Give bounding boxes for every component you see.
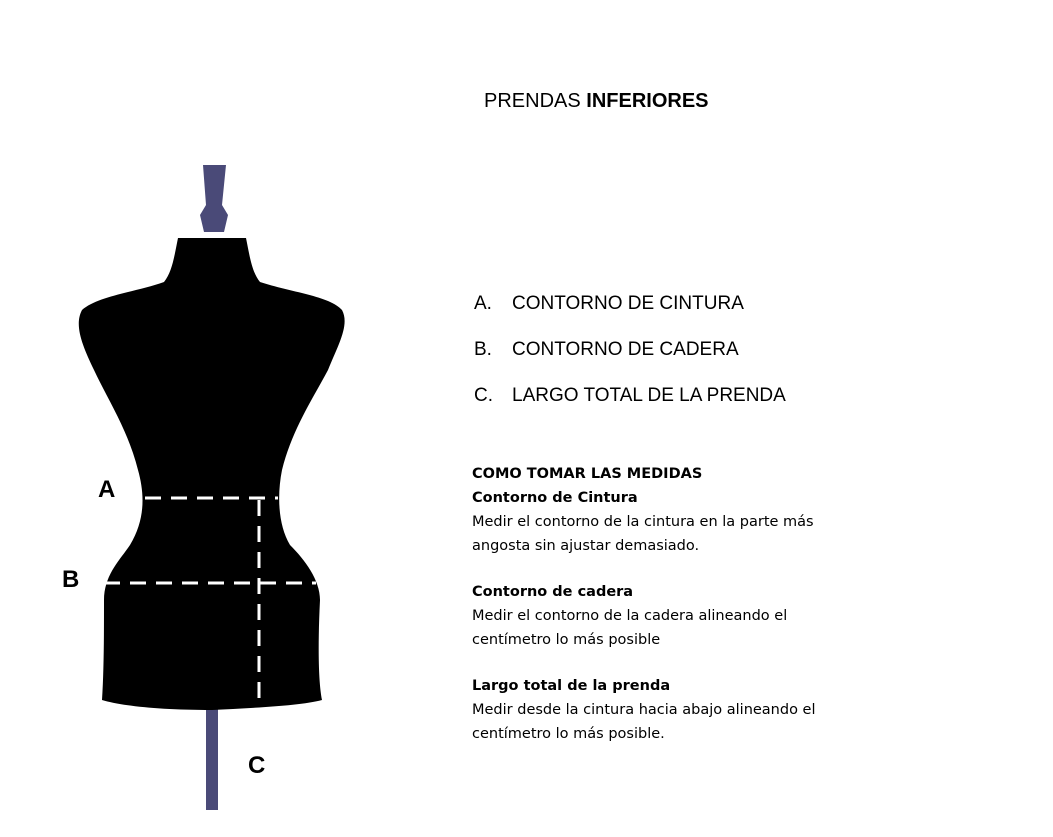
instruction-title: Contorno de cadera	[472, 584, 634, 600]
measurement-legend	[474, 293, 786, 431]
marker-a: A	[98, 476, 116, 503]
title-bold: INFERIORES	[586, 90, 709, 112]
legend-item-c	[474, 385, 786, 431]
instruction-line: Medir el contorno de la cintura en la parte más	[472, 514, 814, 530]
page-title	[484, 90, 709, 113]
instructions-heading: COMO TOMAR LAS MEDIDAS	[472, 466, 703, 482]
legend-item-a	[474, 293, 786, 339]
instruction-line: angosta sin ajustar demasiado.	[472, 538, 700, 554]
legend-letter: B.	[474, 339, 492, 360]
legend-item-b	[474, 339, 786, 385]
instruction-line: Medir desde la cintura hacia abajo alineando el	[472, 702, 816, 718]
instruction-line: centímetro lo más posible.	[472, 726, 665, 742]
marker-b: B	[62, 566, 80, 593]
legend-text: CONTORNO DE CINTURA	[512, 293, 744, 314]
legend-text: CONTORNO DE CADERA	[512, 339, 739, 360]
instruction-length	[472, 674, 892, 746]
instruction-line: centímetro lo más posible	[472, 632, 661, 648]
instruction-title: Largo total de la prenda	[472, 678, 671, 694]
marker-c: C	[248, 752, 266, 779]
stand-knob	[200, 165, 228, 232]
legend-letter: A.	[474, 293, 492, 314]
instruction-title: Contorno de Cintura	[472, 490, 638, 506]
instruction-waist	[472, 486, 892, 558]
torso-silhouette	[79, 238, 345, 710]
legend-letter: C.	[474, 385, 493, 406]
title-prefix: PRENDAS	[484, 90, 581, 112]
mannequin-diagram	[0, 0, 420, 837]
instruction-hip	[472, 580, 892, 652]
instruction-line: Medir el contorno de la cadera alineando el	[472, 608, 788, 624]
measurement-instructions	[472, 462, 892, 746]
legend-text: LARGO TOTAL DE LA PRENDA	[512, 385, 786, 406]
